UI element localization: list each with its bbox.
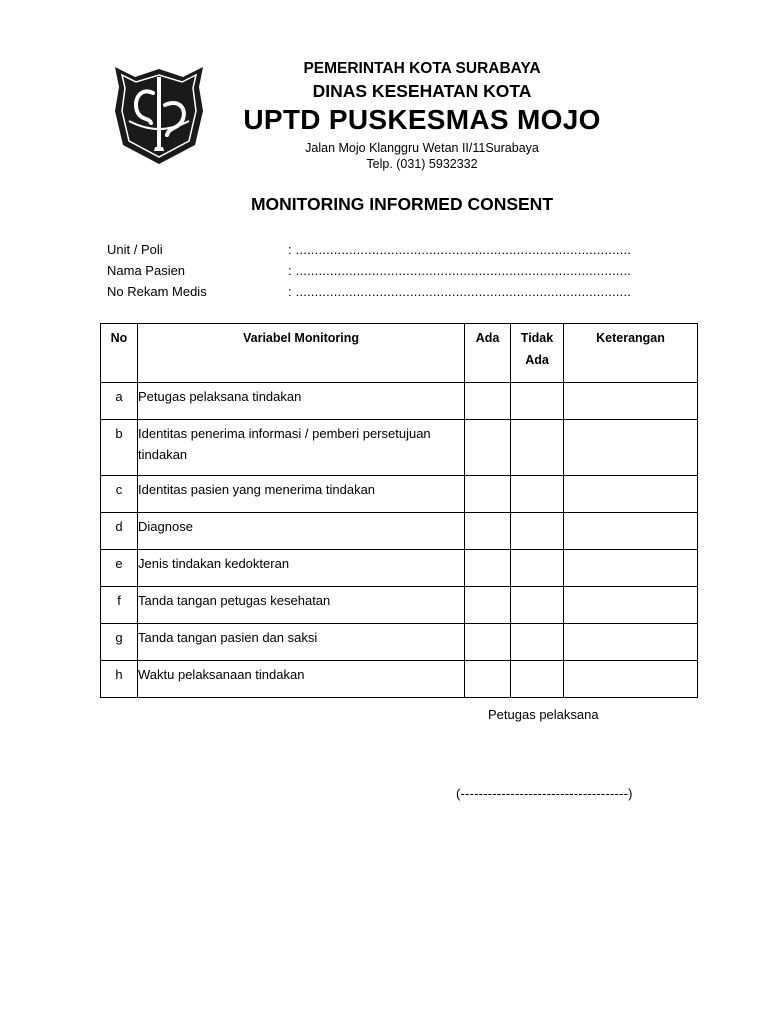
row-variable: Jenis tindakan kedokteran [138, 550, 465, 587]
keterangan-cell[interactable] [564, 383, 698, 420]
header-tidak-ada-line1: Tidak [520, 331, 554, 345]
keterangan-cell[interactable] [564, 550, 698, 587]
row-no: c [101, 476, 138, 513]
header-ada: Ada [465, 324, 511, 383]
monitoring-table [100, 323, 698, 698]
field-fill-line: : ........................................................................................ [288, 263, 632, 278]
department-name: DINAS KESEHATAN KOTA [312, 81, 532, 101]
keterangan-cell[interactable] [564, 420, 698, 476]
row-no: h [101, 661, 138, 698]
field-label: No Rekam Medis [107, 284, 207, 299]
header-tidak-ada [511, 324, 564, 383]
tidak-ada-cell[interactable] [511, 587, 564, 624]
tidak-ada-cell[interactable] [511, 661, 564, 698]
tidak-ada-cell[interactable] [511, 513, 564, 550]
table-row [101, 476, 698, 513]
row-no: e [101, 550, 138, 587]
row-no: g [101, 624, 138, 661]
keterangan-cell[interactable] [564, 587, 698, 624]
row-no: a [101, 383, 138, 420]
row-variable: Waktu pelaksanaan tindakan [138, 661, 465, 698]
keterangan-cell[interactable] [564, 513, 698, 550]
ada-cell[interactable] [465, 624, 511, 661]
row-no: b [101, 420, 138, 476]
table-row [101, 624, 698, 661]
field-no-rekam-medis [107, 284, 707, 302]
ada-cell[interactable] [465, 513, 511, 550]
field-nama-pasien [107, 263, 707, 281]
keterangan-cell[interactable] [564, 476, 698, 513]
field-label: Nama Pasien [107, 263, 186, 278]
row-variable: Identitas pasien yang menerima tindakan [138, 476, 465, 513]
row-variable: Tanda tangan petugas kesehatan [138, 587, 465, 624]
ada-cell[interactable] [465, 661, 511, 698]
ada-cell[interactable] [465, 587, 511, 624]
tidak-ada-cell[interactable] [511, 624, 564, 661]
table-row [101, 550, 698, 587]
tidak-ada-cell[interactable] [511, 420, 564, 476]
keterangan-cell[interactable] [564, 624, 698, 661]
field-unit-poli [107, 242, 707, 260]
table-row [101, 420, 698, 476]
ada-cell[interactable] [465, 550, 511, 587]
field-fill-line: : ........................................................................................ [288, 242, 632, 257]
table-header-row [101, 324, 698, 383]
signature-line: (-------------------------------------) [456, 786, 633, 801]
row-variable: Diagnose [138, 513, 465, 550]
table-row [101, 661, 698, 698]
field-label: Unit / Poli [107, 242, 163, 257]
table-row [101, 383, 698, 420]
header-keterangan: Keterangan [564, 324, 698, 383]
ada-cell[interactable] [465, 383, 511, 420]
row-no: d [101, 513, 138, 550]
table-row [101, 513, 698, 550]
row-no: f [101, 587, 138, 624]
phone: Telp. (031) 5932332 [366, 157, 478, 171]
header-no: No [101, 324, 138, 383]
surabaya-crest-icon [111, 65, 207, 166]
table-row [101, 587, 698, 624]
header-tidak-ada-line2: Ada [525, 353, 549, 367]
address: Jalan Mojo Klanggru Wetan II/11Surabaya [305, 141, 539, 155]
row-variable: Petugas pelaksana tindakan [138, 383, 465, 420]
ada-cell[interactable] [465, 420, 511, 476]
row-variable: Tanda tangan pasien dan saksi [138, 624, 465, 661]
page-title: MONITORING INFORMED CONSENT [250, 194, 554, 214]
government-name: PEMERINTAH KOTA SURABAYA [303, 60, 541, 77]
tidak-ada-cell[interactable] [511, 550, 564, 587]
tidak-ada-cell[interactable] [511, 383, 564, 420]
ada-cell[interactable] [465, 476, 511, 513]
keterangan-cell[interactable] [564, 661, 698, 698]
field-fill-line: : ........................................................................................ [288, 284, 632, 299]
institution-name: UPTD PUSKESMAS MOJO [243, 104, 601, 135]
tidak-ada-cell[interactable] [511, 476, 564, 513]
header-variable: Variabel Monitoring [138, 324, 465, 383]
signature-label: Petugas pelaksana [488, 707, 599, 722]
row-variable: Identitas penerima informasi / pemberi persetujuan tindakan [138, 420, 465, 476]
